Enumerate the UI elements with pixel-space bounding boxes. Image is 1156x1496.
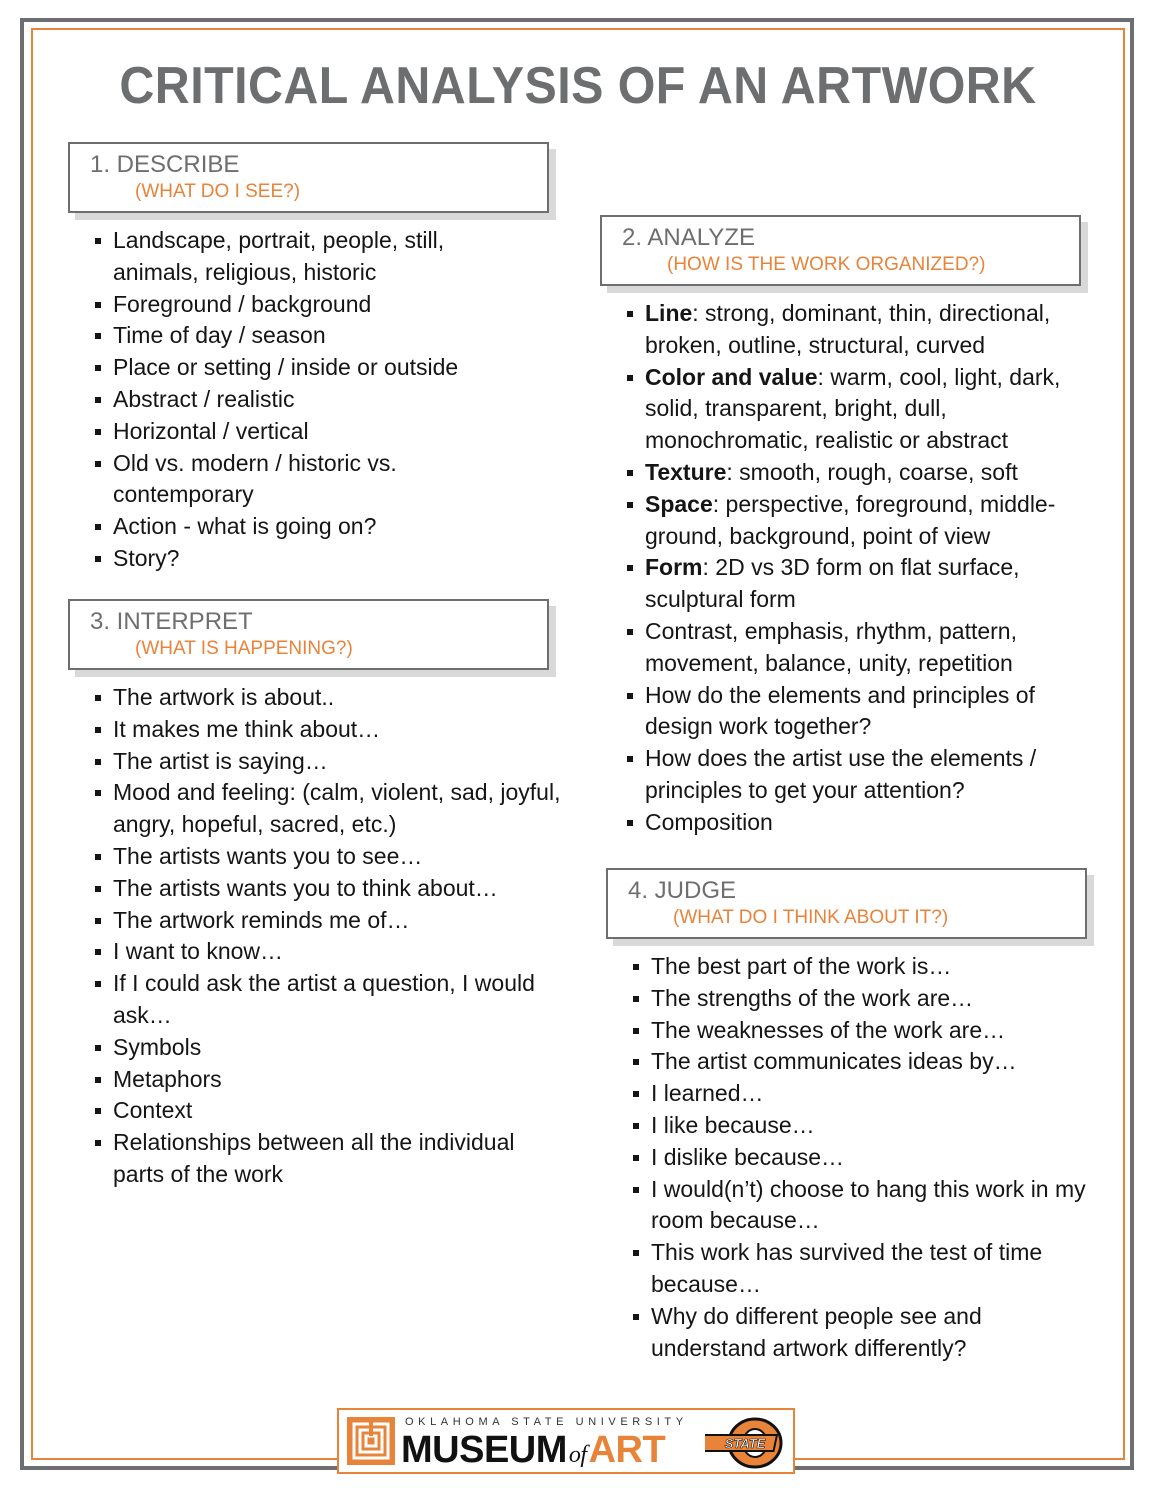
judge-header-box [606, 868, 1087, 939]
describe-item: Old vs. modern / historic vs. contemporary [93, 448, 533, 512]
judge-heading: 4. JUDGE [628, 877, 737, 904]
analyze-item-text: How does the artist use the elements / principles to get your attention? [645, 745, 1037, 803]
analyze-item [625, 743, 1095, 807]
judge-item: Why do different people see and understand artwork differently? [631, 1301, 1091, 1365]
interpret-item: Relationships between all the individual parts of the work [93, 1127, 563, 1191]
logo-of-text: of [568, 1442, 587, 1468]
describe-item: Horizontal / vertical [93, 416, 533, 448]
judge-item: I learned… [631, 1078, 1091, 1110]
logo-university-name: OKLAHOMA STATE UNIVERSITY [405, 1416, 688, 1428]
analyze-item-term: Line [645, 300, 693, 326]
interpret-item: Symbols [93, 1032, 563, 1064]
analyze-item-text: Contrast, emphasis, rhythm, pattern, movement, balance, unity, repetition [645, 617, 1017, 676]
analyze-item-term: Form [645, 554, 703, 581]
logo-museum-text: MUSEUM [401, 1429, 567, 1471]
page-title: CRITICAL ANALYSIS OF AN ARTWORK [119, 57, 1037, 115]
describe-item: Foreground / background [93, 289, 533, 321]
interpret-item: The artists wants you to think about… [93, 873, 563, 905]
analyze-item-text: : 2D vs 3D form on flat surface, sculptural form [645, 554, 1020, 613]
analyze-item [625, 298, 1095, 362]
describe-item: Abstract / realistic [93, 384, 533, 416]
analyze-item-text: How do the elements and principles of design work together? [645, 681, 1035, 740]
analyze-item [625, 552, 1095, 616]
interpret-item: I want to know… [93, 936, 563, 968]
analyze-item [625, 807, 1095, 839]
analyze-item-text: : warm, cool, light, dark, solid, transparent, bright, dull, monochromatic, realistic or abstract [645, 363, 1061, 454]
interpret-item: The artwork is about.. [93, 682, 563, 714]
judge-item: The artist communicates ideas by… [631, 1046, 1091, 1078]
judge-subheading: (WHAT DO I THINK ABOUT IT?) [673, 907, 949, 928]
interpret-subheading: (WHAT IS HAPPENING?) [135, 638, 353, 659]
analyze-list [625, 298, 1095, 839]
judge-item: This work has survived the test of time because… [631, 1237, 1091, 1301]
describe-item: Time of day / season [93, 320, 533, 352]
describe-item: Story? [93, 543, 533, 575]
analyze-item [625, 457, 1095, 489]
judge-item: I dislike because… [631, 1142, 1091, 1174]
logo-wordmark [401, 1430, 665, 1475]
interpret-item: Context [93, 1095, 563, 1127]
describe-header-box [68, 142, 549, 213]
describe-list [93, 225, 533, 575]
analyze-item [625, 616, 1095, 680]
analyze-item [625, 680, 1095, 744]
analyze-subheading: (HOW IS THE WORK ORGANIZED?) [667, 254, 986, 275]
museum-mark-icon [347, 1417, 395, 1465]
badge-state-text: STATE [724, 1436, 766, 1451]
describe-item: Action - what is going on? [93, 511, 533, 543]
osu-badge-icon [705, 1416, 787, 1470]
interpret-heading: 3. INTERPRET [90, 608, 253, 635]
describe-subheading: (WHAT DO I SEE?) [135, 181, 301, 202]
analyze-item-text: : perspective, foreground, middle-ground, background, point of view [645, 490, 1056, 549]
describe-heading: 1. DESCRIBE [90, 151, 240, 178]
interpret-item: The artist is saying… [93, 746, 563, 778]
analyze-item-text: : strong, dominant, thin, directional, broken, outline, structural, curved [645, 300, 1051, 358]
describe-item: Landscape, portrait, people, still, animals, religious, historic [93, 225, 533, 289]
judge-item: The best part of the work is… [631, 951, 1091, 983]
judge-item: The strengths of the work are… [631, 983, 1091, 1015]
logo-art-text: ART [588, 1429, 666, 1471]
judge-item: I like because… [631, 1110, 1091, 1142]
judge-item: I would(n’t) choose to hang this work in my room because… [631, 1174, 1091, 1238]
analyze-item-term: Color and value [645, 363, 818, 390]
analyze-header-box [600, 215, 1081, 286]
interpret-list [93, 682, 563, 1191]
interpret-item: It makes me think about… [93, 714, 563, 746]
analyze-item-term: Space [645, 490, 713, 517]
judge-item: The weaknesses of the work are… [631, 1015, 1091, 1047]
analyze-item-text: Composition [645, 808, 773, 835]
interpret-item: The artwork reminds me of… [93, 905, 563, 937]
describe-item: Place or setting / inside or outside [93, 352, 533, 384]
analyze-item [625, 489, 1095, 553]
interpret-item: The artists wants you to see… [93, 841, 563, 873]
analyze-heading: 2. ANALYZE [622, 224, 755, 251]
interpret-item: Mood and feeling: (calm, violent, sad, joyful, angry, hopeful, sacred, etc.) [93, 777, 563, 841]
interpret-item: Metaphors [93, 1064, 563, 1096]
analyze-item-term: Texture [645, 458, 727, 485]
analyze-item-text: : smooth, rough, coarse, soft [726, 458, 1018, 485]
interpret-header-box [68, 599, 549, 670]
analyze-item [625, 362, 1095, 457]
interpret-item: If I could ask the artist a question, I would ask… [93, 968, 563, 1032]
museum-logo [337, 1408, 795, 1474]
judge-list [631, 951, 1091, 1364]
